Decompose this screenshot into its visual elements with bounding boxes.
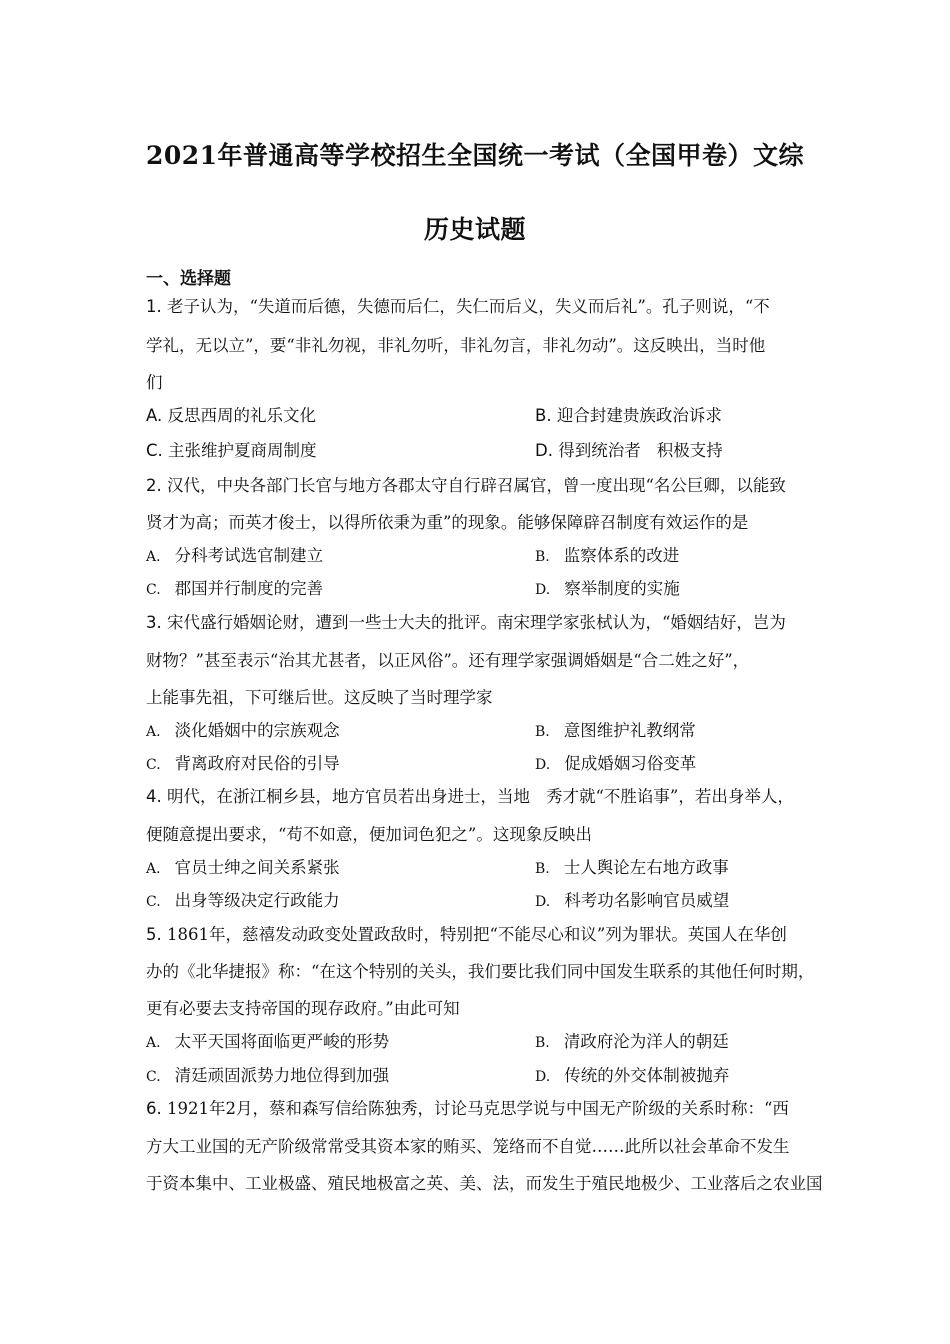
question-line: 3. 宋代盛行婚姻论财，遭到一些士大夫的批评。南宋理学家张栻认为，“婚姻结好，岂为 (146, 613, 786, 632)
question-line: 方大工业国的无产阶级常常受其资本家的贿买、笼络而不自觉……此所以社会革命不发生 (146, 1137, 790, 1156)
option-d: D. 察举制度的实施 (535, 579, 680, 598)
option-a: A. 反思西周的礼乐文化 (146, 406, 316, 425)
option-a: A. 太平天国将面临更严峻的形势 (146, 1032, 390, 1051)
option-c: C. 郡国并行制度的完善 (146, 579, 324, 598)
question-line: 们 (146, 373, 163, 392)
option-b: B. 意图维护礼教纲常 (535, 721, 696, 740)
question-number: 6. (146, 1099, 162, 1118)
option-d: D. 科考功名影响官员威望 (535, 891, 730, 910)
question-line: 1. 老子认为，“失道而后德，失德而后仁，失仁而后义，失义而后礼”。孔子则说，“不 (146, 297, 770, 316)
question-line: 便随意提出要求，“苟不如意，便加词色犯之”。这现象反映出 (146, 825, 592, 844)
option-c: C. 主张维护夏商周制度 (146, 441, 317, 460)
question-line: 2. 汉代，中央各部门长官与地方各郡太守自行辟召属官，曾一度出现“名公巨卿，以能致 (146, 476, 786, 495)
question-number: 1. (146, 297, 162, 316)
question-line: 更有必要去支持帝国的现存政府。”由此可知 (146, 999, 460, 1018)
option-c: C. 出身等级决定行政能力 (146, 891, 340, 910)
question-number: 4. (146, 787, 162, 806)
question-line: 上能事先祖，下可继后世。这反映了当时理学家 (146, 688, 493, 707)
question-number: 3. (146, 613, 162, 632)
option-a: A. 官员士绅之间关系紧张 (146, 858, 340, 877)
question-line: 5. 1861年，慈禧发动政变处置政敌时，特别把“不能尽心和议”列为罪状。英国人在华创 (146, 925, 787, 944)
option-b: B. 士人舆论左右地方政事 (535, 858, 729, 877)
option-b: B. 清政府沦为洋人的朝廷 (535, 1032, 729, 1051)
option-c: C. 背离政府对民俗的引导 (146, 754, 340, 773)
section-heading: 一、选择题 (146, 269, 231, 289)
exam-title: 2021年普通高等学校招生全国统一考试（全国甲卷）文综 (145, 141, 805, 170)
question-line: 贤才为高；而英才俊士，以得所依秉为重”的现象。能够保障辟召制度有效运作的是 (146, 513, 749, 532)
question-line: 财物？”甚至表示“治其尤甚者，以正风俗”。还有理学家强调婚姻是“合二姓之好”， (146, 651, 750, 670)
question-line: 学礼，无以立”，要“非礼勿视，非礼勿听，非礼勿言，非礼勿动”。这反映出，当时他 (146, 336, 766, 355)
option-b: B. 监察体系的改进 (535, 546, 680, 565)
option-d: D. 传统的外交体制被抛弃 (535, 1066, 730, 1085)
question-number: 2. (146, 476, 162, 495)
question-line: 6. 1921年2月，蔡和森写信给陈独秀，讨论马克思学说与中国无产阶级的关系时称：“西 (146, 1099, 789, 1118)
question-line: 4. 明代，在浙江桐乡县，地方官员若出身进士，当地 秀才就“不胜谄事”，若出身举人， (146, 787, 794, 806)
option-c: C. 清廷顽固派势力地位得到加强 (146, 1066, 390, 1085)
option-b: B. 迎合封建贵族政治诉求 (535, 406, 722, 425)
question-number: 5. (146, 925, 162, 944)
option-a: A. 分科考试选官制建立 (146, 546, 324, 565)
option-d: D. 促成婚姻习俗变革 (535, 754, 697, 773)
option-d: D. 得到统治者 积极支持 (535, 441, 723, 460)
question-line: 办的《北华捷报》称：“在这个特别的关头，我们要比我们同中国发生联系的其他任何时期， (146, 962, 815, 981)
question-line: 于资本集中、工业极盛、殖民地极富之英、美、法，而发生于殖民地极少、工业落后之农业国 (146, 1174, 823, 1193)
option-a: A. 淡化婚姻中的宗族观念 (146, 721, 340, 740)
exam-subtitle: 历史试题 (423, 215, 526, 244)
